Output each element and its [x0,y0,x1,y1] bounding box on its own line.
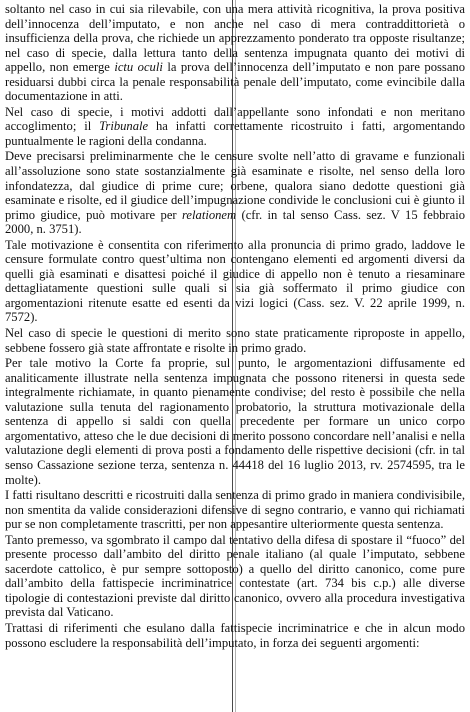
paragraph-p8 [5,533,465,620]
italic-text: relationem [182,207,237,222]
paragraph-text: ha infatti correttamente ricostruito i fatti, argomentando puntualmente le ragioni della condanna. [5,119,465,148]
paragraph-text: Per tale motivo la Corte fa proprie, sul punto, le argomentazioni diffusamente ed analiticamente illustrate nella sentenza impugnata che possono ritenersi in questa sede integralmente richiamate, in quanto pienamente condivise; del resto è possibile che nella valutazione sulla tenuta del ragionamento probatorio, la struttura motivazionale della sentenza di appello si saldi con quella precedente per formare un unico corpo argomentativo, atteso che le due decisioni di merito possono concordare nell’analisi e nella valutazione degli elementi di prova posti a fondamento delle rispettive decisioni (cfr. in tal senso Cassazione sezione terza, sentenza n. 44418 del 16 luglio 2013, rv. 2574595, tra le molte). [5,356,465,487]
paragraph-text: I fatti risultano descritti e ricostruiti dalla sentenza di primo grado in maniera condivisibile, non smentita da valide considerazioni difensive di segno contrario, e vanno qui richiamati pur se non completamente trascritti, per non appesantire ulteriormente questa sentenza. [5,488,465,532]
paragraph-p5 [5,326,465,355]
paragraph-p9 [5,621,465,650]
paragraph-text: soltanto nel caso in cui sia rilevabile, con una mera attività ricognitiva, la prova positiva dell’innocenza dell’imputato, e non anche nel caso di mera contraddittorietà o insufficienza della prova, che richiede un apprezzamento ponderato tra opposte risultanze; nel caso di specie, dalla lettura tanto della sentenza impugnata quanto dei motivi di appello, non emerge [5,2,465,75]
document-body [5,2,465,650]
paragraph-text: Tale motivazione è consentita con riferimento alla pronuncia di primo grado, laddove le censure formulate contro quest’ultima non contengano elementi ed argomenti diversi da quelli già esaminati e disattesi poiché il giudice di appello non è tenuto a riesaminare dettagliatamente questioni sulle quali si sia già soffermato il primo giudice con argomentazioni ritenute esatte ed esenti da vizi logici (Cass. sez. V. 22 aprile 1999, n. 7572). [5,237,465,325]
paragraph-text: Tanto premesso, va sgombrato il campo dal tentativo della difesa di spostare il “fuoco” del presente processo dall’ambito del diritto penale italiano (al quale l’imputato, sebbene sacerdote cattolico, è pur sempre sottoposto) a quello del diritto canonico, come pure dall’ambito della fattispecie incriminatrice contestate (art. 734 bis c.p.) alle diverse tipologie di contestazioni previste dal diritto canonico, ovvero alla procedura investigativa prevista dal Vaticano. [5,532,465,620]
paragraph-text: Deve precisarsi preliminarmente che le censure svolte nell’atto di gravame e funzionali all’assoluzione sono state sostanzialmente già esaminate e risolte, nel senso della loro infondatezza, dal giudice di prime cure; orbene, qualora siano dedotte questioni già esaminate e risolte, ed il giudice dell’impugnazione condivide le conclusioni cui è giunto il primo giudice, può motivare per [5,149,465,222]
paragraph-text: Nel caso di specie, i motivi addotti dall’appellante sono infondati e non meritano accoglimento; il [5,104,465,134]
paragraph-p4 [5,238,465,325]
paragraph-text: (cfr. in tal senso Cass. sez. V 15 febbraio 2000, n. 3751). [5,207,465,237]
paragraph-p3 [5,149,465,236]
paragraph-p1 [5,2,465,104]
paragraph-p7 [5,488,465,532]
italic-text: Tribunale [99,119,149,134]
paragraph-text: Trattasi di riferimenti che esulano dalla fattispecie incriminatrice e che in alcun modo possono escludere la responsabilità dell’imputato, in forza dei seguenti argomenti: [5,620,465,650]
paragraph-text: la prova dell’innocenza dell’imputato e non pare possano residuarsi dubbi circa la penale responsabilità penale dell’imputato, come evincibile dalla documentazione in atti. [5,60,466,104]
paragraph-p2 [5,105,465,149]
paragraph-text: Nel caso di specie le questioni di merito sono state praticamente riproposte in appello, sebbene fossero già state affrontate e risolte in primo grado. [5,326,465,355]
paragraph-p6 [5,356,465,487]
italic-text: ictu oculi [114,60,163,75]
